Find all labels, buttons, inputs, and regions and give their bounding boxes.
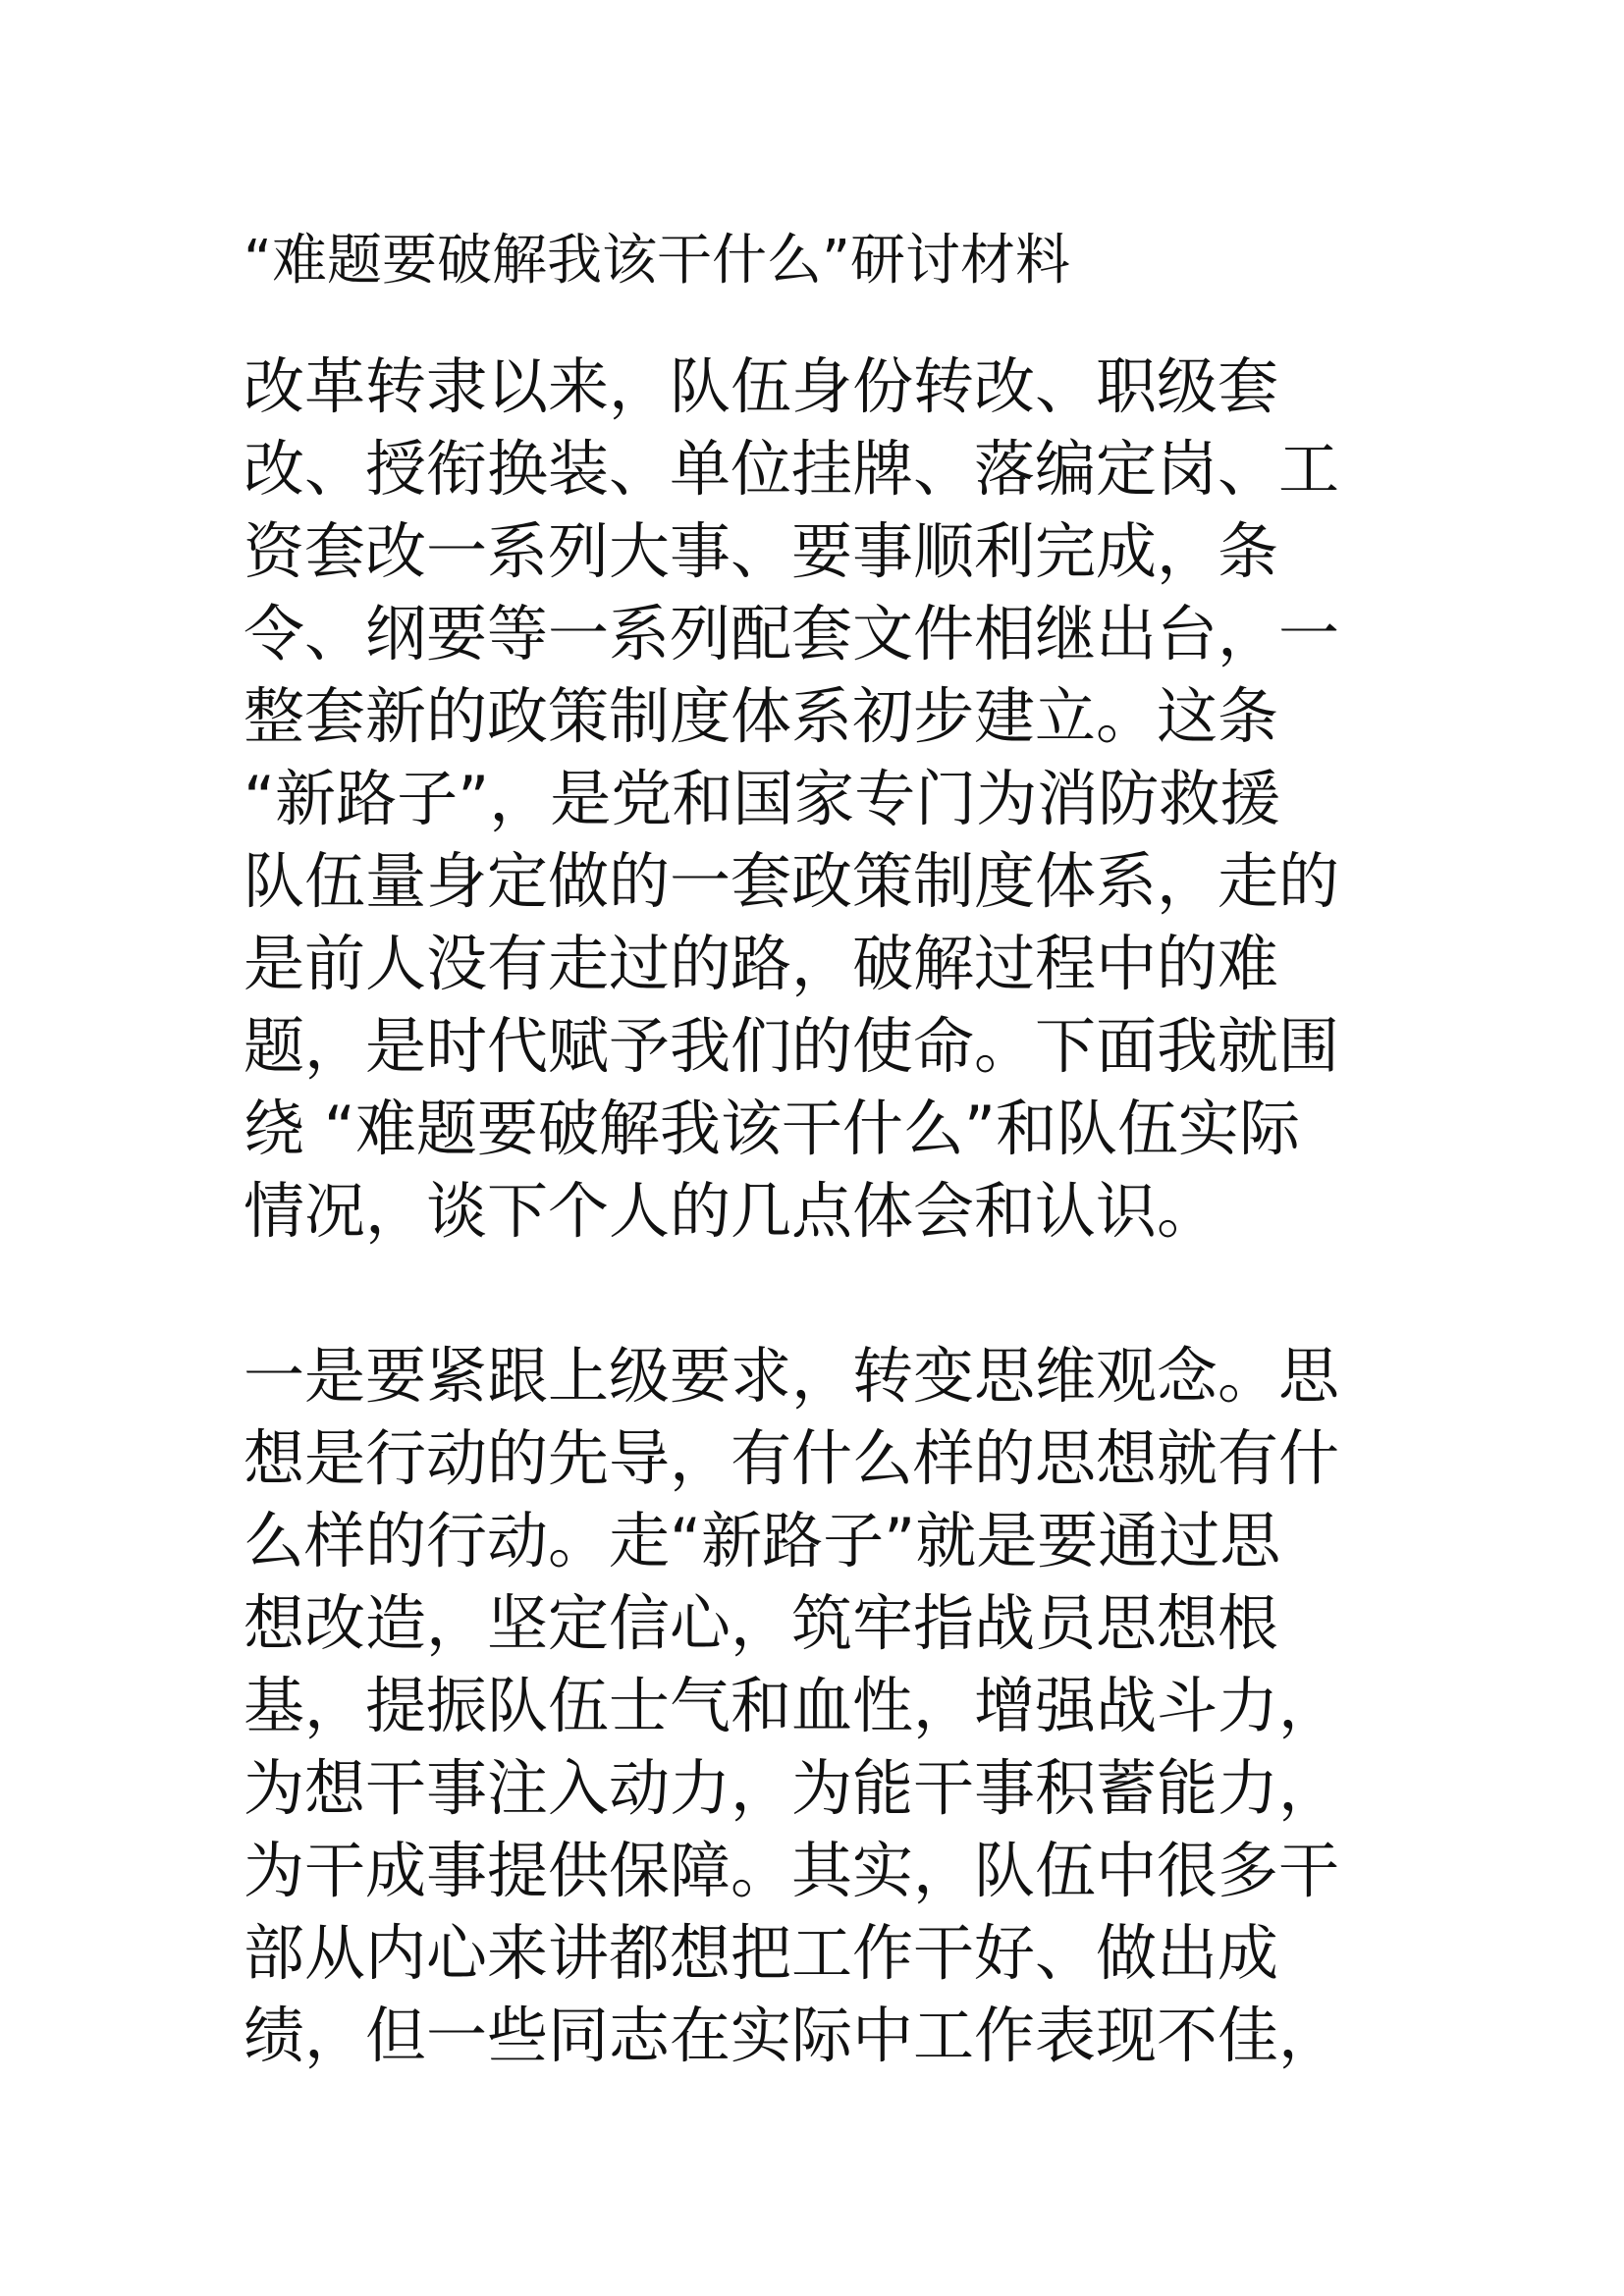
paragraph-line: 为干成事提供保障。其实，队伍中很多干 (244, 1835, 1340, 1906)
paragraph-line: 想是行动的先导，有什么样的思想就有什 (244, 1422, 1340, 1494)
paragraph-line: “新路子”，是党和国家专门为消防救援 (244, 763, 1281, 834)
paragraph-line: 令、纲要等一系列配套文件相继出台，一 (244, 598, 1340, 669)
paragraph-line: 改革转隶以来，队伍身份转改、职级套 (244, 350, 1279, 422)
paragraph-line: 改、授衔换装、单位挂牌、落编定岗、工 (244, 433, 1340, 505)
paragraph-line: 资套改一系列大事、要事顺利完成，条 (244, 515, 1279, 587)
paragraph-intro (244, 346, 1402, 1253)
paragraph-line: 绕 “难题要破解我该干什么”和队伍实际 (244, 1093, 1300, 1164)
paragraph-line: 队伍量身定做的一套政策制度体系，走的 (244, 845, 1340, 917)
paragraph-line: 一是要紧跟上级要求，转变思维观念。思 (244, 1340, 1340, 1412)
paragraph-line: 题，是时代赋予我们的使命。下面我就围 (244, 1010, 1340, 1082)
paragraph-line: 是前人没有走过的路，破解过程中的难 (244, 928, 1279, 999)
paragraph-line: 么样的行动。走“新路子”就是要通过思 (244, 1505, 1281, 1576)
paragraph-line: 整套新的政策制度体系初步建立。这条 (244, 680, 1279, 752)
paragraph-point-one (244, 1335, 1402, 2077)
paragraph-line: 想改造，坚定信心，筑牢指战员思想根 (244, 1587, 1279, 1659)
paragraph-line: 基，提振队伍士气和血性，增强战斗力， (244, 1670, 1340, 1741)
paragraph-line: 绩，但一些同志在实际中工作表现不佳， (244, 2000, 1340, 2071)
document-title: “难题要破解我该干什么”研讨材料 (244, 229, 1071, 293)
paragraph-line: 情况，谈下个人的几点体会和认识。 (244, 1175, 1218, 1247)
paragraph-line: 部从内心来讲都想把工作干好、做出成 (244, 1917, 1279, 1989)
paragraph-line: 为想干事注入动力，为能干事积蓄能力， (244, 1752, 1340, 1824)
